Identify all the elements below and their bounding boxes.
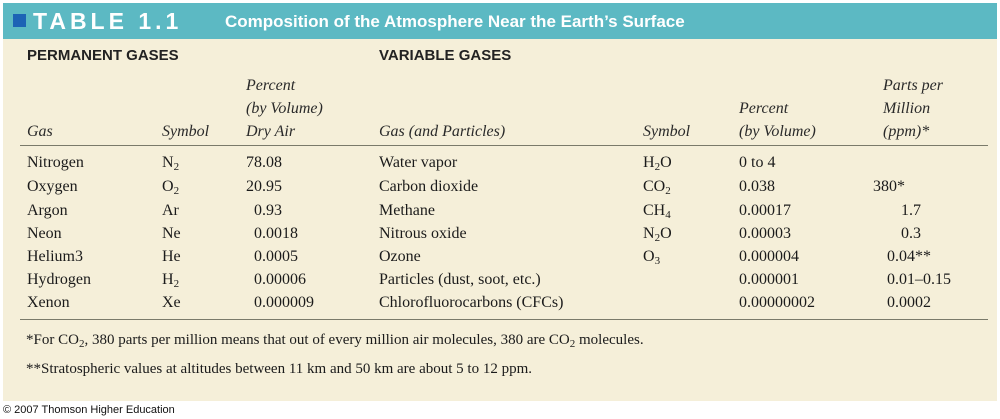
gas-name: Helium3 bbox=[27, 248, 83, 265]
table-frame bbox=[3, 3, 997, 401]
variable-gas-name: Methane bbox=[379, 202, 435, 219]
variable-gas-percent: 0.000004 bbox=[739, 248, 799, 265]
variable-gas-name: Particles (dust, soot, etc.) bbox=[379, 271, 541, 288]
variable-gas-ppm: 380* bbox=[873, 178, 905, 195]
gas-symbol: $N_2$ bbox=[162, 154, 180, 173]
header-percent-variable-line2: (by Volume) bbox=[739, 123, 816, 140]
table-number: TABLE 1.1 bbox=[33, 8, 183, 34]
gas-symbol: Xe bbox=[162, 294, 181, 311]
variable-gas-percent: 0.00003 bbox=[739, 225, 791, 242]
header-ppm-line1: Parts per bbox=[883, 77, 943, 94]
gas-percent: 0.00006 bbox=[254, 271, 306, 288]
variable-gas-percent: 0 to 4 bbox=[739, 154, 776, 171]
header-symbol-variable: Symbol bbox=[643, 123, 691, 140]
variable-gas-name: Ozone bbox=[379, 248, 421, 265]
gas-name: Hydrogen bbox=[27, 271, 91, 288]
variable-gas-symbol: $CO_2$ bbox=[643, 178, 671, 197]
header-percent-variable-line1: Percent bbox=[739, 100, 789, 117]
header-gas-particles: Gas (and Particles) bbox=[379, 123, 506, 140]
variable-gas-percent: 0.000001 bbox=[739, 271, 799, 288]
copyright-notice: © 2007 Thomson Higher Education bbox=[3, 404, 175, 416]
footnote-divider bbox=[20, 319, 988, 320]
gas-percent: 0.93 bbox=[254, 202, 282, 219]
gas-name: Neon bbox=[27, 225, 62, 242]
variable-gas-name: Carbon dioxide bbox=[379, 178, 479, 195]
gas-symbol: He bbox=[162, 248, 181, 265]
header-percent-line1: Percent bbox=[246, 77, 296, 94]
footnote-co2: *For $CO_2$, 380 parts per million means that out of every million air molecules, 380 are $CO_2$ molecules. bbox=[26, 332, 644, 350]
variable-gas-ppm: 0.04** bbox=[887, 248, 931, 265]
header-gas: Gas bbox=[27, 123, 53, 140]
header-percent-line2: (by Volume) bbox=[246, 100, 323, 117]
variable-gas-symbol: $N_2O$ bbox=[643, 225, 672, 244]
square-bullet-icon bbox=[13, 14, 26, 27]
table-title: Composition of the Atmosphere Near the Earth’s Surface bbox=[225, 12, 685, 31]
header-percent-line3: Dry Air bbox=[246, 123, 296, 140]
gas-symbol: Ne bbox=[162, 225, 181, 242]
header-symbol: Symbol bbox=[162, 123, 210, 140]
gas-symbol: Ar bbox=[162, 202, 179, 219]
gas-name: Xenon bbox=[27, 294, 70, 311]
variable-gas-ppm: 0.3 bbox=[901, 225, 921, 242]
variable-gas-symbol: $H_2O$ bbox=[643, 154, 672, 173]
gas-percent: 0.0018 bbox=[254, 225, 298, 242]
gas-symbol: $H_2$ bbox=[162, 271, 180, 290]
gas-percent: 0.0005 bbox=[254, 248, 298, 265]
variable-gas-symbol: $O_3$ bbox=[643, 248, 661, 267]
header-ppm-line3: (ppm)* bbox=[883, 123, 930, 140]
gas-name: Oxygen bbox=[27, 178, 78, 195]
variable-gas-symbol: $CH_4$ bbox=[643, 202, 671, 221]
section-variable-gases: VARIABLE GASES bbox=[379, 47, 512, 64]
gas-percent: 0.000009 bbox=[254, 294, 314, 311]
variable-gas-ppm: 0.0002 bbox=[887, 294, 931, 311]
gas-name: Nitrogen bbox=[27, 154, 84, 171]
header-divider bbox=[20, 145, 988, 146]
footnote-stratospheric: **Stratospheric values at altitudes between 11 km and 50 km are about 5 to 12 ppm. bbox=[26, 361, 532, 377]
variable-gas-ppm: 0.01–0.15 bbox=[887, 271, 951, 288]
title-bar bbox=[3, 3, 997, 39]
variable-gas-name: Water vapor bbox=[379, 154, 458, 171]
variable-gas-ppm: 1.7 bbox=[901, 202, 921, 219]
variable-gas-percent: 0.038 bbox=[739, 178, 775, 195]
variable-gas-percent: 0.00017 bbox=[739, 202, 791, 219]
variable-gas-name: Nitrous oxide bbox=[379, 225, 467, 242]
section-permanent-gases: PERMANENT GASES bbox=[27, 47, 179, 64]
variable-gas-name: Chlorofluorocarbons (CFCs) bbox=[379, 294, 564, 311]
gas-percent: 78.08 bbox=[246, 154, 282, 171]
gas-percent: 20.95 bbox=[246, 178, 282, 195]
gas-name: Argon bbox=[27, 202, 68, 219]
variable-gas-percent: 0.00000002 bbox=[739, 294, 815, 311]
gas-symbol: $O_2$ bbox=[162, 178, 180, 197]
header-ppm-line2: Million bbox=[883, 100, 931, 117]
